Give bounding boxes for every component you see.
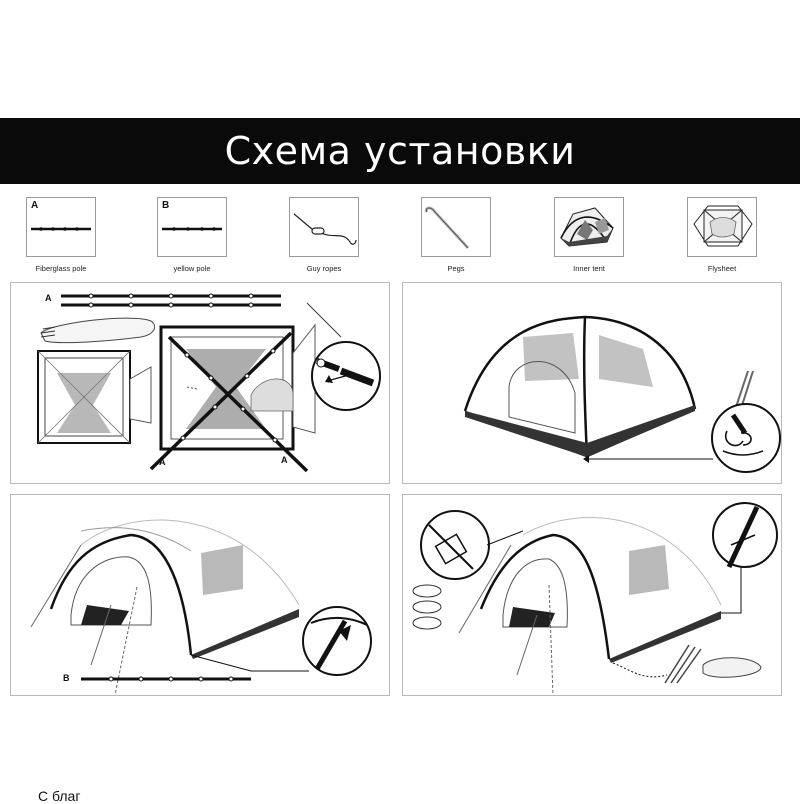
step3-diagram (11, 495, 389, 695)
step2-panel (402, 282, 782, 484)
part-box (289, 197, 359, 257)
part-box (26, 197, 96, 257)
part-yellow-pole (157, 197, 227, 273)
pole-a-label: A (45, 293, 52, 303)
part-guy-ropes (289, 197, 359, 273)
step4-panel (402, 494, 782, 696)
corner-label-left: A (159, 457, 166, 467)
part-fiberglass-pole (26, 197, 96, 273)
step2-diagram (403, 283, 781, 483)
part-caption: yellow pole (173, 264, 211, 273)
flysheet-icon (688, 198, 756, 256)
part-box (687, 197, 757, 257)
part-pegs (421, 197, 491, 273)
footer-text: С благ (38, 788, 81, 804)
part-box (554, 197, 624, 257)
part-caption: Fiberglass pole (35, 264, 87, 273)
part-caption: Inner tent (573, 264, 605, 273)
guy-rope-icon (290, 198, 358, 256)
peg-icon (422, 198, 490, 256)
pole-b-label: B (63, 673, 70, 683)
fiberglass-pole-icon (27, 198, 95, 256)
inner-tent-icon (555, 198, 623, 256)
step1-diagram (11, 283, 389, 483)
step1-panel (10, 282, 390, 484)
part-box (157, 197, 227, 257)
yellow-pole-icon (158, 198, 226, 256)
part-box (421, 197, 491, 257)
corner-label-right: A (281, 455, 288, 465)
part-caption: Flysheet (707, 264, 737, 273)
part-tag: A (31, 200, 39, 211)
part-flysheet (687, 197, 757, 273)
title-banner (0, 118, 800, 184)
step3-panel (10, 494, 390, 696)
step4-diagram (403, 495, 781, 695)
part-caption: Pegs (447, 264, 465, 273)
part-caption: Guy ropes (306, 264, 342, 273)
page-title: Схема установки (224, 129, 576, 173)
part-tag: B (162, 200, 170, 211)
part-inner-tent (554, 197, 624, 273)
